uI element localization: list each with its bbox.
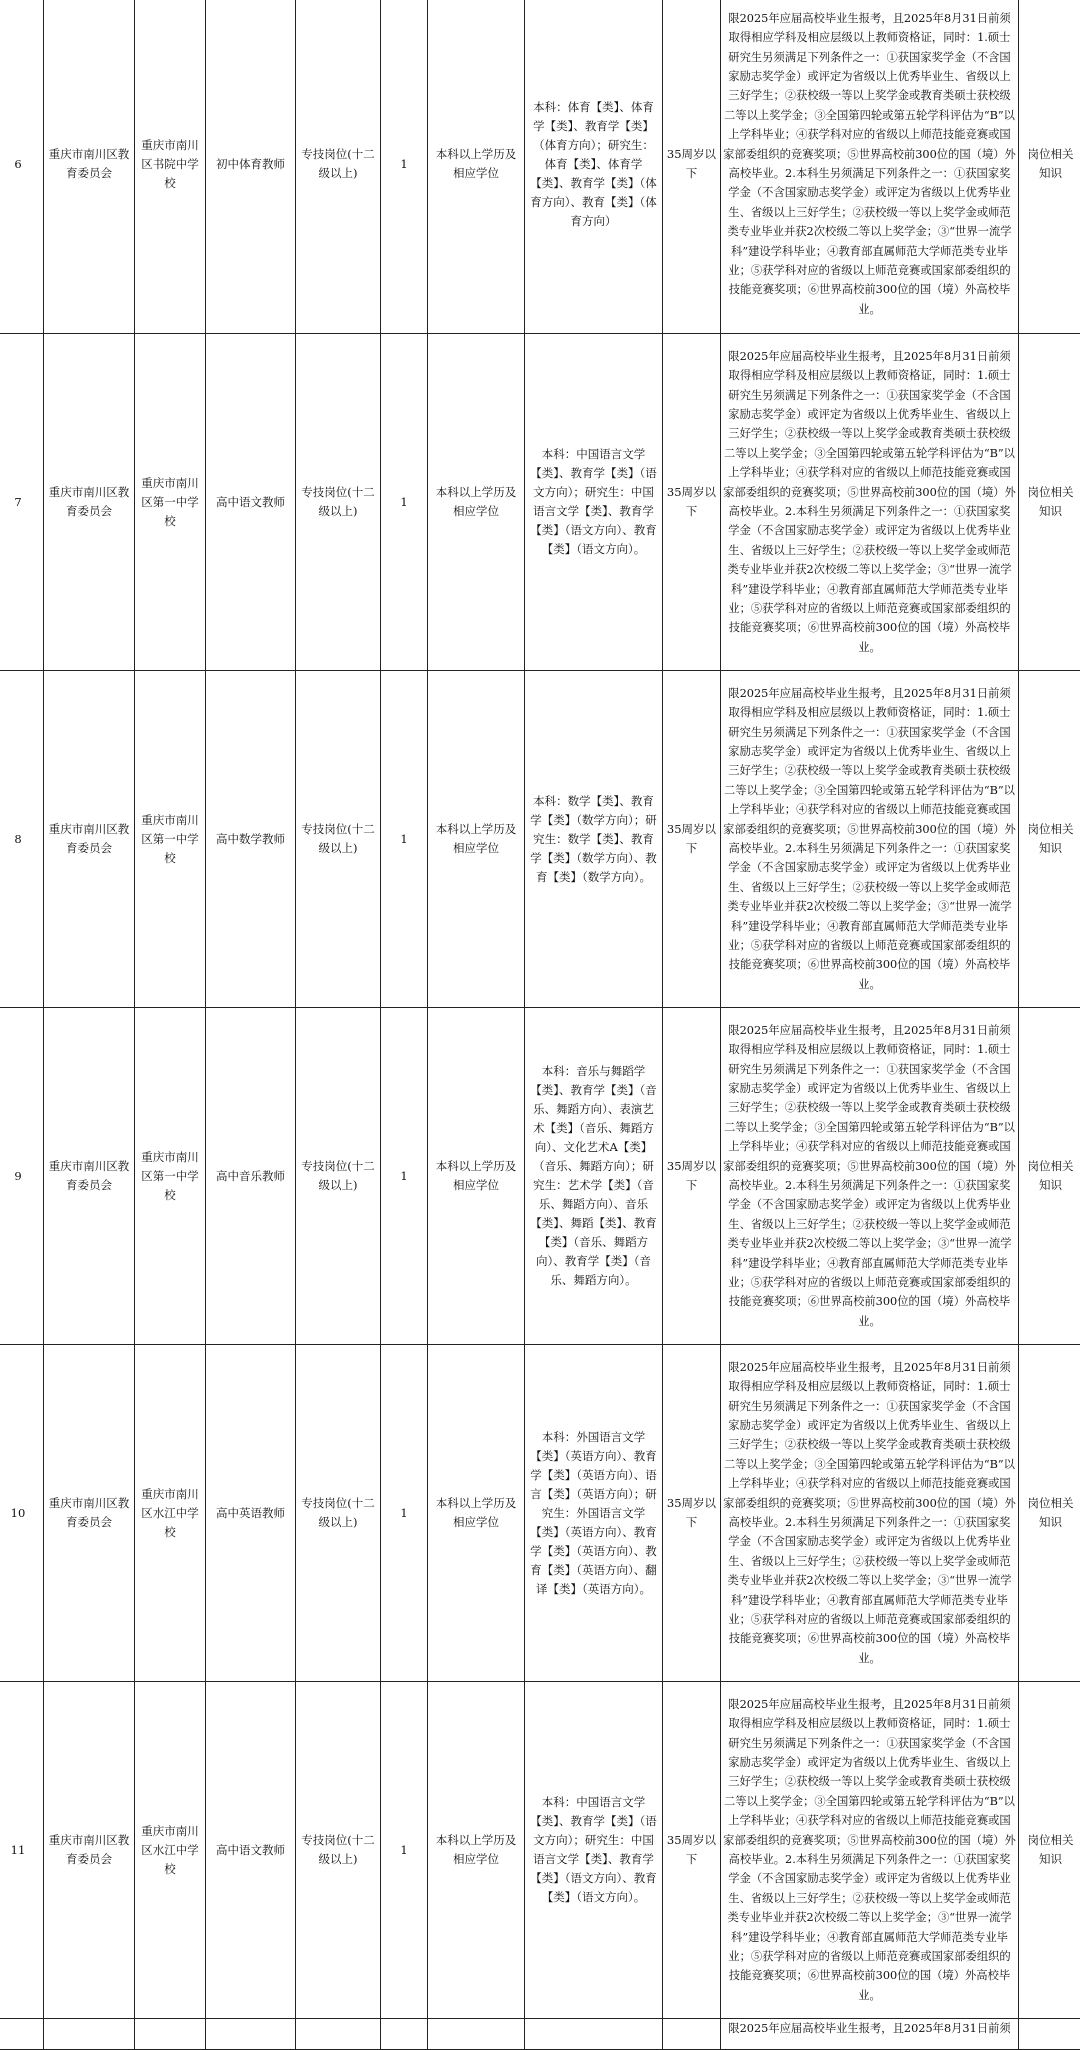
post-number: 10 xyxy=(0,1345,44,1682)
post-name: 高中语文教师 xyxy=(206,334,296,671)
education-requirement: 本科以上学历及相应学位 xyxy=(428,1682,525,2019)
age-requirement: 35周岁以下 xyxy=(663,0,721,334)
table-row-partial xyxy=(0,2019,1080,2050)
other-requirements: 限2025年应届高校毕业生报考，且2025年8月31日前须取得相应学科及相应层级以上教师资格证，同时：1.硕士研究生另须满足下列条件之一：①获国家奖学金（不含国家励志奖学金）或评定为省级以上优秀毕业生、省级以上三好学生；②获校级一等以上奖学金或教育类硕士获校级二等以上奖学金；③全国第四轮或第五轮学科评估为“B”以上学科毕业；④获学科对应的省级以上师范技能竞赛或国家部委组织的竞赛奖项；⑤世界高校前300位的国（境）外高校毕业。2.本科生另须满足下列条件之一：①获国家奖学金（不含国家励志奖学金）或评定为省级以上优秀毕业生、省级以上三好学生；②获校级一等以上奖学金或师范类专业毕业并获2次校级二等以上奖学金；③“世界一流学科”建设学科毕业；④教育部直属师范大学师范类专业毕业；⑤获学科对应的省级以上师范竞赛或国家部委组织的技能竞赛奖项；⑥世界高校前300位的国（境）外高校毕业。 xyxy=(721,1682,1019,2019)
other-requirements: 限2025年应届高校毕业生报考，且2025年8月31日前须取得相应学科及相应层级以上教师资格证，同时：1.硕士研究生另须满足下列条件之一：①获国家奖学金（不含国家励志奖学金）或评定为省级以上优秀毕业生、省级以上三好学生；②获校级一等以上奖学金或教育类硕士获校级二等以上奖学金；③全国第四轮或第五轮学科评估为“B”以上学科毕业；④获学科对应的省级以上师范技能竞赛或国家部委组织的竞赛奖项；⑤世界高校前300位的国（境）外高校毕业。2.本科生另须满足下列条件之一：①获国家奖学金（不含国家励志奖学金）或评定为省级以上优秀毕业生、省级以上三好学生；②获校级一等以上奖学金或师范类专业毕业并获2次校级二等以上奖学金；③“世界一流学科”建设学科毕业；④教育部直属师范大学师范类专业毕业；⑤获学科对应的省级以上师范竞赛或国家部委组织的技能竞赛奖项；⑥世界高校前300位的国（境）外高校毕业。 xyxy=(721,334,1019,671)
exam-content: 岗位相关知识 xyxy=(1019,1008,1080,1345)
hiring-count: 1 xyxy=(381,671,428,1008)
age-requirement: 35周岁以下 xyxy=(663,671,721,1008)
hiring-count: 1 xyxy=(381,0,428,334)
post-name: 高中语文教师 xyxy=(206,1682,296,2019)
department: 重庆市南川区教育委员会 xyxy=(44,1008,135,1345)
other-requirements: 限2025年应届高校毕业生报考，且2025年8月31日前须取得相应学科及相应层级以上教师资格证，同时：1.硕士研究生另须满足下列条件之一：①获国家奖学金（不含国家励志奖学金）或评定为省级以上优秀毕业生、省级以上三好学生；②获校级一等以上奖学金或教育类硕士获校级二等以上奖学金；③全国第四轮或第五轮学科评估为“B”以上学科毕业；④获学科对应的省级以上师范技能竞赛或国家部委组织的竞赛奖项；⑤世界高校前300位的国（境）外高校毕业。2.本科生另须满足下列条件之一：①获国家奖学金（不含国家励志奖学金）或评定为省级以上优秀毕业生、省级以上三好学生；②获校级一等以上奖学金或师范类专业毕业并获2次校级二等以上奖学金；③“世界一流学科”建设学科毕业；④教育部直属师范大学师范类专业毕业；⑤获学科对应的省级以上师范竞赛或国家部委组织的技能竞赛奖项；⑥世界高校前300位的国（境）外高校毕业。 xyxy=(721,671,1019,1008)
major-requirement: 本科：数学【类】、教育学【类】（数学方向）；研究生：数学【类】、教育学【类】（数学方向）、教育【类】（数学方向）。 xyxy=(525,671,663,1008)
hiring-unit: 重庆市南川区书院中学校 xyxy=(135,0,206,334)
table-row xyxy=(0,334,1080,671)
table-row xyxy=(0,1008,1080,1345)
education-requirement: 本科以上学历及相应学位 xyxy=(428,1008,525,1345)
post-level: 专技岗位(十二级以上) xyxy=(296,671,381,1008)
post-level: 专技岗位(十二级以上) xyxy=(296,1682,381,2019)
department: 重庆市南川区教育委员会 xyxy=(44,671,135,1008)
hiring-count: 1 xyxy=(381,334,428,671)
post-name: 高中英语教师 xyxy=(206,1345,296,1682)
hiring-unit: 重庆市南川区第一中学校 xyxy=(135,671,206,1008)
empty-cell xyxy=(1019,2019,1080,2050)
department: 重庆市南川区教育委员会 xyxy=(44,0,135,334)
major-requirement: 本科：音乐与舞蹈学【类】、教育学【类】（音乐、舞蹈方向）、表演艺术【类】（音乐、舞蹈方向）、文化艺术A【类】（音乐、舞蹈方向）；研究生：艺术学【类】（音乐、舞蹈方向）、音乐【类】、舞蹈【类】、教育【类】（音乐、舞蹈方向）、教育学【类】（音乐、舞蹈方向）。 xyxy=(525,1008,663,1345)
major-requirement: 本科：体育【类】、体育学【类】、教育学【类】（体育方向）；研究生：体育【类】、体育学【类】、教育学【类】（体育方向）、教育【类】（体育方向） xyxy=(525,0,663,334)
empty-cell xyxy=(296,2019,381,2050)
other-requirements: 限2025年应届高校毕业生报考，且2025年8月31日前须取得相应学科及相应层级以上教师资格证，同时：1.硕士研究生另须满足下列条件之一：①获国家奖学金（不含国家励志奖学金）或评定为省级以上优秀毕业生、省级以上三好学生；②获校级一等以上奖学金或教育类硕士获校级二等以上奖学金；③全国第四轮或第五轮学科评估为“B”以上学科毕业；④获学科对应的省级以上师范技能竞赛或国家部委组织的竞赛奖项；⑤世界高校前300位的国（境）外高校毕业。2.本科生另须满足下列条件之一：①获国家奖学金（不含国家励志奖学金）或评定为省级以上优秀毕业生、省级以上三好学生；②获校级一等以上奖学金或师范类专业毕业并获2次校级二等以上奖学金；③“世界一流学科”建设学科毕业；④教育部直属师范大学师范类专业毕业；⑤获学科对应的省级以上师范竞赛或国家部委组织的技能竞赛奖项；⑥世界高校前300位的国（境）外高校毕业。 xyxy=(721,1008,1019,1345)
other-requirements: 限2025年应届高校毕业生报考，且2025年8月31日前须 xyxy=(721,2019,1019,2050)
department: 重庆市南川区教育委员会 xyxy=(44,1682,135,2019)
exam-content: 岗位相关知识 xyxy=(1019,334,1080,671)
post-level: 专技岗位(十二级以上) xyxy=(296,0,381,334)
age-requirement: 35周岁以下 xyxy=(663,1008,721,1345)
hiring-count: 1 xyxy=(381,1682,428,2019)
empty-cell xyxy=(206,2019,296,2050)
post-number: 11 xyxy=(0,1682,44,2019)
post-name: 初中体育教师 xyxy=(206,0,296,334)
age-requirement: 35周岁以下 xyxy=(663,1682,721,2019)
table-row xyxy=(0,671,1080,1008)
post-level: 专技岗位(十二级以上) xyxy=(296,1008,381,1345)
empty-cell xyxy=(525,2019,663,2050)
age-requirement: 35周岁以下 xyxy=(663,1345,721,1682)
post-number: 6 xyxy=(0,0,44,334)
hiring-unit: 重庆市南川区水江中学校 xyxy=(135,1682,206,2019)
department: 重庆市南川区教育委员会 xyxy=(44,1345,135,1682)
education-requirement: 本科以上学历及相应学位 xyxy=(428,1345,525,1682)
education-requirement: 本科以上学历及相应学位 xyxy=(428,0,525,334)
hiring-unit: 重庆市南川区第一中学校 xyxy=(135,1008,206,1345)
post-name: 高中数学教师 xyxy=(206,671,296,1008)
empty-cell xyxy=(428,2019,525,2050)
table-row xyxy=(0,1345,1080,1682)
major-requirement: 本科：外国语言文学【类】（英语方向）、教育学【类】（英语方向）、语言【类】（英语方向）；研究生：外国语言文学【类】（英语方向）、教育学【类】（英语方向）、教育【类】（英语方向）、翻译【类】（英语方向）。 xyxy=(525,1345,663,1682)
empty-cell xyxy=(381,2019,428,2050)
major-requirement: 本科：中国语言文学【类】、教育学【类】（语文方向）；研究生：中国语言文学【类】、教育学【类】（语文方向）、教育【类】（语文方向）。 xyxy=(525,1682,663,2019)
education-requirement: 本科以上学历及相应学位 xyxy=(428,671,525,1008)
hiring-unit: 重庆市南川区第一中学校 xyxy=(135,334,206,671)
empty-cell xyxy=(135,2019,206,2050)
exam-content: 岗位相关知识 xyxy=(1019,1682,1080,2019)
empty-cell xyxy=(44,2019,135,2050)
department: 重庆市南川区教育委员会 xyxy=(44,334,135,671)
exam-content: 岗位相关知识 xyxy=(1019,671,1080,1008)
hiring-count: 1 xyxy=(381,1008,428,1345)
post-number: 8 xyxy=(0,671,44,1008)
hiring-count: 1 xyxy=(381,1345,428,1682)
age-requirement: 35周岁以下 xyxy=(663,334,721,671)
education-requirement: 本科以上学历及相应学位 xyxy=(428,334,525,671)
other-requirements: 限2025年应届高校毕业生报考，且2025年8月31日前须取得相应学科及相应层级以上教师资格证，同时：1.硕士研究生另须满足下列条件之一：①获国家奖学金（不含国家励志奖学金）或评定为省级以上优秀毕业生、省级以上三好学生；②获校级一等以上奖学金或教育类硕士获校级二等以上奖学金；③全国第四轮或第五轮学科评估为“B”以上学科毕业；④获学科对应的省级以上师范技能竞赛或国家部委组织的竞赛奖项；⑤世界高校前300位的国（境）外高校毕业。2.本科生另须满足下列条件之一：①获国家奖学金（不含国家励志奖学金）或评定为省级以上优秀毕业生、省级以上三好学生；②获校级一等以上奖学金或师范类专业毕业并获2次校级二等以上奖学金；③“世界一流学科”建设学科毕业；④教育部直属师范大学师范类专业毕业；⑤获学科对应的省级以上师范竞赛或国家部委组织的技能竞赛奖项；⑥世界高校前300位的国（境）外高校毕业。 xyxy=(721,0,1019,334)
empty-cell xyxy=(663,2019,721,2050)
exam-content: 岗位相关知识 xyxy=(1019,1345,1080,1682)
post-name: 高中音乐教师 xyxy=(206,1008,296,1345)
table-row xyxy=(0,0,1080,334)
table-row xyxy=(0,1682,1080,2019)
exam-content: 岗位相关知识 xyxy=(1019,0,1080,334)
major-requirement: 本科：中国语言文学【类】、教育学【类】（语文方向）；研究生：中国语言文学【类】、教育学【类】（语文方向）、教育【类】（语文方向）。 xyxy=(525,334,663,671)
post-number: 7 xyxy=(0,334,44,671)
post-number: 9 xyxy=(0,1008,44,1345)
hiring-unit: 重庆市南川区水江中学校 xyxy=(135,1345,206,1682)
empty-cell xyxy=(0,2019,44,2050)
other-requirements: 限2025年应届高校毕业生报考，且2025年8月31日前须取得相应学科及相应层级以上教师资格证，同时：1.硕士研究生另须满足下列条件之一：①获国家奖学金（不含国家励志奖学金）或评定为省级以上优秀毕业生、省级以上三好学生；②获校级一等以上奖学金或教育类硕士获校级二等以上奖学金；③全国第四轮或第五轮学科评估为“B”以上学科毕业；④获学科对应的省级以上师范技能竞赛或国家部委组织的竞赛奖项；⑤世界高校前300位的国（境）外高校毕业。2.本科生另须满足下列条件之一：①获国家奖学金（不含国家励志奖学金）或评定为省级以上优秀毕业生、省级以上三好学生；②获校级一等以上奖学金或师范类专业毕业并获2次校级二等以上奖学金；③“世界一流学科”建设学科毕业；④教育部直属师范大学师范类专业毕业；⑤获学科对应的省级以上师范竞赛或国家部委组织的技能竞赛奖项；⑥世界高校前300位的国（境）外高校毕业。 xyxy=(721,1345,1019,1682)
post-level: 专技岗位(十二级以上) xyxy=(296,1345,381,1682)
post-level: 专技岗位(十二级以上) xyxy=(296,334,381,671)
